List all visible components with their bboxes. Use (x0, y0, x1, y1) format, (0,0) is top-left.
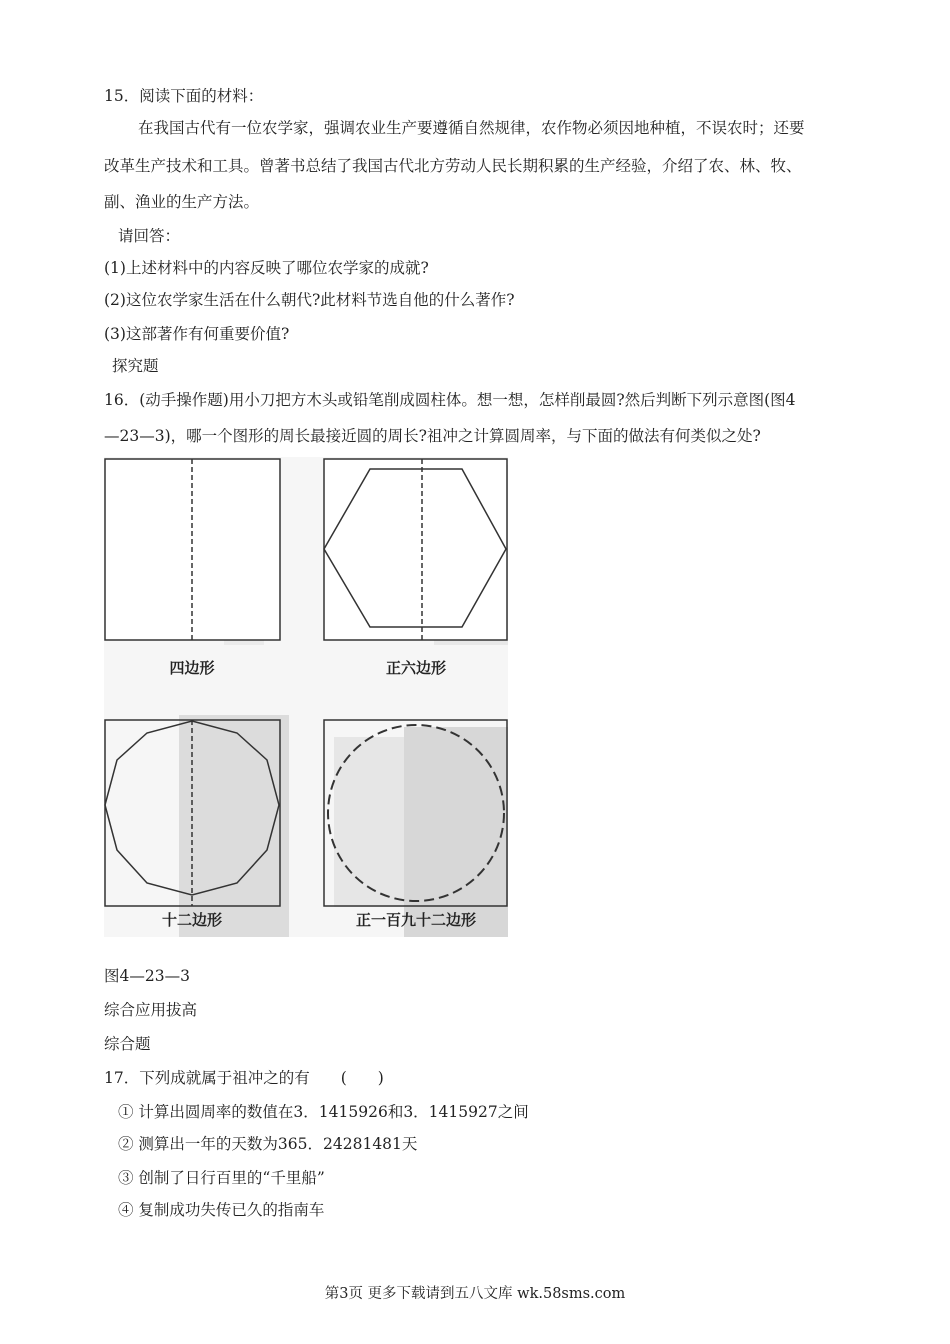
section-explore-heading: 探究题 (112, 357, 159, 375)
q15-prompt: 请回答： (118, 227, 181, 245)
q15-title: 15．阅读下面的材料： (104, 87, 264, 105)
q15-paragraph-line-1: 在我国古代有一位农学家，强调农业生产要遵循自然规律，农作物必须因地种植，不误农时；还要 (138, 119, 805, 137)
square-panel (105, 459, 280, 640)
polygon-figure (104, 457, 508, 937)
q16-line-2: —23—3)，哪一个图形的周长最接近圆的周长?祖冲之计算圆周率，与下面的做法有何类似之处? (104, 427, 761, 445)
q17-stem: 17．下列成就属于祖冲之的有 ( ) (104, 1069, 384, 1087)
q17-option-3: ③ 创制了日行百里的“千里船” (118, 1169, 325, 1187)
figure-caption: 图4—23—3 (104, 967, 190, 985)
label-dodecagon: 十二边形 (161, 911, 223, 929)
q15-subquestion-1: (1)上述材料中的内容反映了哪位农学家的成就? (104, 259, 429, 277)
page-footer: 第3页 更多下载请到五八文库 wk.58sms.com (324, 1286, 626, 1302)
polygon-figure-svg (104, 457, 508, 937)
label-hexagon: 正六边形 (385, 659, 447, 677)
section-comprehensive-heading: 综合题 (104, 1035, 151, 1053)
label-square: 四边形 (169, 659, 215, 677)
q15-subquestion-2: (2)这位农学家生活在什么朝代?此材料节选自他的什么著作? (104, 291, 515, 309)
hexagon-panel (324, 459, 507, 640)
q16-line-1: 16．(动手操作题)用小刀把方木头或铅笔削成圆柱体。想一想，怎样削最圆?然后判断下列示意图(图4 (104, 391, 796, 409)
q15-paragraph-line-2: 改革生产技术和工具。曾著书总结了我国古代北方劳动人民长期积累的生产经验，介绍了农、林、牧、 (104, 157, 802, 175)
q17-option-1: ① 计算出圆周率的数值在3．1415926和3．1415927之间 (118, 1103, 529, 1121)
q15-subquestion-3: (3)这部著作有何重要价值? (104, 325, 290, 343)
section-apply-heading: 综合应用拔高 (104, 1001, 198, 1019)
q17-option-2: ② 测算出一年的天数为365．24281481天 (118, 1135, 418, 1153)
label-192-gon: 正一百九十二边形 (355, 911, 477, 929)
q15-paragraph-line-3: 副、渔业的生产方法。 (104, 193, 260, 211)
q17-option-4: ④ 复制成功失传已久的指南车 (118, 1201, 325, 1219)
